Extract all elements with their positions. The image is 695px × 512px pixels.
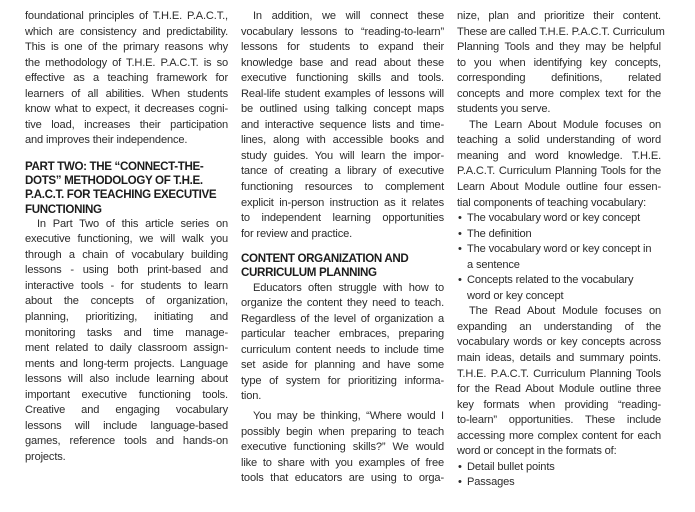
- middle-column: [241, 9, 444, 487]
- text-line: lessons will also include learning about: [25, 373, 228, 386]
- text-line: vocabulary words or key concepts across: [457, 336, 661, 349]
- text-line: planning, prioritizing, initiating and: [25, 311, 228, 324]
- thinking-paragraph: [241, 409, 444, 487]
- text-line: to you when identifying key concepts,: [457, 56, 661, 69]
- heading-line: FUNCTIONING: [25, 202, 102, 216]
- educators-paragraph: [241, 281, 444, 405]
- list-item: [457, 475, 661, 491]
- part-two-paragraph: [25, 217, 228, 466]
- section-heading-content-organization: [241, 252, 444, 280]
- text-line: organize the content they need to teach.: [241, 297, 444, 310]
- text-line: Planning Tools and they may be helpful: [457, 41, 661, 54]
- list-item-continuation: a sentence: [467, 258, 520, 271]
- heading-line: CONTENT ORGANIZATION AND: [241, 252, 409, 266]
- right-column: [457, 9, 665, 491]
- list-item-text: The vocabulary word or key concept in: [467, 243, 652, 256]
- text-line: In Part Two of this article series on: [37, 217, 228, 230]
- addition-paragraph: [241, 9, 444, 242]
- text-line: key formats when providing “reading-: [457, 398, 661, 411]
- heading-line: P.A.C.T. FOR TEACHING EXECUTIVE: [25, 188, 217, 202]
- text-line: concepts and more complex text for the: [457, 87, 661, 100]
- text-line: and improves their independence.: [25, 134, 188, 147]
- list-item: [457, 211, 661, 227]
- bullet-icon: •: [458, 227, 462, 240]
- text-line: executive functioning skills and tools.: [241, 72, 444, 85]
- text-line: T.H.E. P.A.C.T. Curriculum Planning Tools: [457, 367, 661, 380]
- text-line: learners of all abilities. When students: [25, 87, 228, 100]
- text-line: lessons will include language-based: [25, 419, 228, 432]
- text-line: monitoring tasks and time manage-: [25, 326, 228, 339]
- text-line: be outlined using talking concept maps: [241, 103, 444, 116]
- heading-line: CURRICULUM PLANNING: [241, 266, 377, 280]
- text-line: main ideas, details and summary points.: [457, 352, 661, 365]
- text-line: through a chain of vocabulary building: [25, 248, 228, 261]
- tools-paragraph: [457, 9, 665, 118]
- list-item-text: The vocabulary word or key concept: [467, 212, 641, 225]
- list-item-text: The definition: [467, 227, 532, 240]
- text-line: lessons - using both print-based and: [25, 264, 228, 277]
- list-item: [457, 273, 661, 289]
- text-line: The Read About Module focuses on: [469, 305, 661, 318]
- read-about-bullet-list: [457, 460, 661, 491]
- bullet-icon: •: [458, 476, 462, 489]
- list-item: [457, 227, 661, 243]
- text-line: This is one of the primary reasons why: [25, 41, 228, 54]
- text-line: ments and long-term projects. Language: [25, 357, 228, 370]
- text-line: lessons for students to expand their: [241, 41, 444, 54]
- learn-about-paragraph: [457, 118, 661, 211]
- text-line: The Learn About Module focuses on: [469, 118, 661, 131]
- text-line: You may be thinking, “Where would I: [253, 409, 444, 422]
- text-line: ment related to daily classroom assign-: [25, 342, 228, 355]
- text-line: Regardless of the level of organization a: [241, 312, 444, 325]
- text-line: possibly begin when preparing to teach: [241, 425, 444, 438]
- text-line: tial components of teaching vocabulary:: [457, 196, 647, 209]
- heading-line: PART TWO: THE “CONNECT-THE-: [25, 159, 204, 173]
- read-about-paragraph: [457, 304, 661, 459]
- text-line: like to share with you examples of free: [241, 456, 444, 469]
- bullet-icon: •: [458, 243, 462, 256]
- bullet-icon: •: [458, 274, 462, 287]
- text-line: vocabulary lessons to “reading-to-learn”: [241, 25, 444, 38]
- text-line: accessing more complex content for each: [457, 429, 661, 442]
- text-line: for the Read About Module outline three: [457, 383, 661, 396]
- text-line: Educators often struggle with how to: [253, 281, 444, 294]
- text-line: study guides. You will learn the impor-: [241, 149, 444, 162]
- text-line: executive functioning skills?” We would: [241, 441, 444, 454]
- text-line: Real-life student examples of lessons will: [241, 87, 444, 100]
- text-line: to-learn” opportunities. These include: [457, 414, 661, 427]
- text-line: expanding an understanding of the: [457, 320, 661, 333]
- text-line: students you serve.: [457, 103, 551, 116]
- bullet-icon: •: [458, 212, 462, 225]
- text-line: knowledge base and read about these: [241, 56, 444, 69]
- text-line: to independent learning opportunities: [241, 212, 444, 225]
- heading-line: DOTS” METHODOLOGY OF T.H.E.: [25, 174, 203, 188]
- text-line: functioning resources to complement: [241, 181, 444, 194]
- text-line: tools that educators are using to orga-: [241, 472, 444, 485]
- text-line: Learn About Module outline four essen-: [457, 181, 661, 194]
- text-line: projects.: [25, 450, 66, 463]
- text-line: teaching a solid understanding of word: [457, 134, 661, 147]
- list-item: [457, 460, 661, 476]
- list-item-text: Passages: [467, 476, 515, 489]
- list-item-text: Detail bullet points: [467, 460, 555, 473]
- text-line: meaning and word knowledge. T.H.E.: [457, 149, 661, 162]
- text-line: tion.: [241, 390, 262, 403]
- text-line: curriculum content needs to include time: [241, 343, 444, 356]
- text-line: for review and practice.: [241, 227, 353, 240]
- list-item-continuation: word or key concept: [467, 289, 564, 302]
- list-item: [457, 242, 661, 258]
- text-line: effective as a teaching framework for: [25, 72, 228, 85]
- left-column: [25, 9, 228, 465]
- text-line: nize, plan and prioritize their content.: [457, 10, 661, 22]
- text-line: tance of creating a library of executive: [241, 165, 444, 178]
- text-line: know what to expect, it decreases cogni-: [25, 103, 228, 116]
- section-heading-part-two: [25, 160, 228, 217]
- text-line: In addition, we will connect these: [253, 10, 444, 22]
- text-line: These are called T.H.E. P.A.C.T. Curriculum: [457, 25, 665, 38]
- text-line: about the concepts of organization,: [25, 295, 228, 308]
- text-line: executive functioning, we will walk you: [25, 233, 228, 246]
- text-line: Creative and engaging vocabulary: [25, 404, 228, 417]
- text-line: and interactive sequence lists and time-: [241, 118, 444, 131]
- text-line: the methodology of T.H.E. P.A.C.T. is so: [25, 56, 228, 69]
- learn-about-bullet-list: [457, 211, 661, 304]
- intro-paragraph: [25, 9, 228, 149]
- text-line: important executive functioning tools.: [25, 388, 228, 401]
- text-line: type of system for prioritizing informa-: [241, 374, 444, 387]
- text-line: which are consistency and predictability.: [25, 25, 228, 38]
- text-line: particular teacher embraces, preparing: [241, 328, 444, 341]
- text-line: tive load, increases their participation: [25, 118, 228, 131]
- text-line: interactive tools - for students to learn: [25, 279, 228, 292]
- text-line: explicit in-person instruction as it relates: [241, 196, 444, 209]
- text-line: word or concept in the formats of:: [457, 445, 617, 458]
- text-line: set aside for planning and have some: [241, 359, 444, 372]
- text-line: P.A.C.T. Curriculum Planning Tools for the: [457, 165, 661, 178]
- text-line: foundational principles of T.H.E. P.A.C.T.,: [25, 10, 228, 22]
- bullet-icon: •: [458, 460, 462, 473]
- text-line: lines, along with accessible books and: [241, 134, 444, 147]
- text-line: games, reference tools and hands-on: [25, 435, 228, 448]
- text-line: corresponding definitions, related: [457, 72, 661, 85]
- list-item-text: Concepts related to the vocabulary: [467, 274, 634, 287]
